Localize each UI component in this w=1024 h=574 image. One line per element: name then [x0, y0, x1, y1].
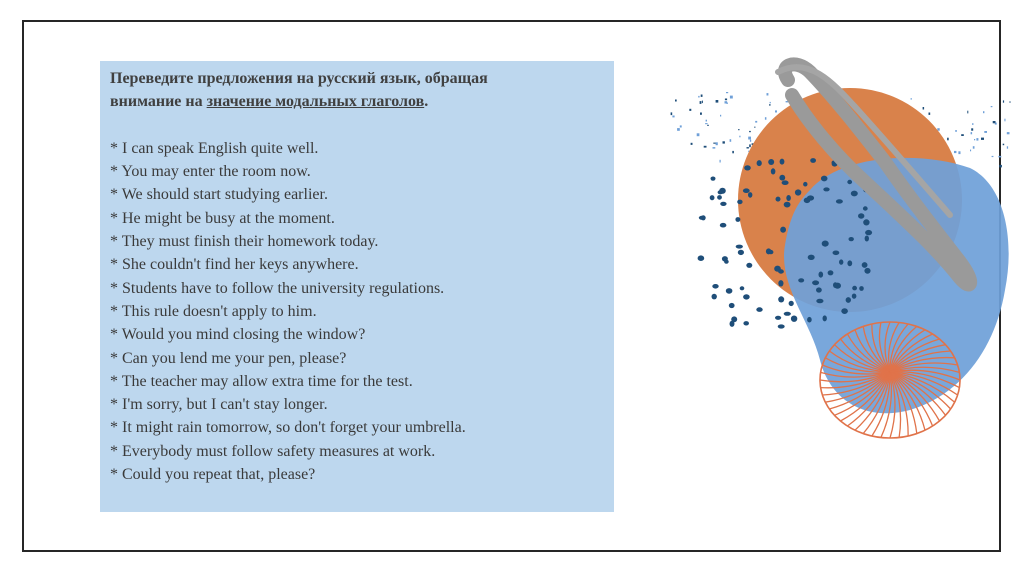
sentence-8: * This rule doesn't apply to him.: [110, 302, 317, 320]
instruction-line-2: [110, 90, 604, 113]
sentence-13: * It might rain tomorrow, so don't forget your umbrella.: [110, 419, 466, 437]
sentence-9: * Would you mind closing the window?: [110, 326, 366, 344]
sentence-12: * I'm sorry, but I can't stay longer.: [110, 396, 328, 414]
sentence-7: * Students have to follow the university regulations.: [110, 279, 445, 297]
instruction-line-1: Переведите предложения на русский язык, обращая: [110, 70, 488, 87]
instruction: [110, 67, 604, 114]
instruction-suffix: .: [424, 93, 429, 111]
sentence-10: * Can you lend me your pen, please?: [110, 349, 347, 367]
abstract-art-decoration: [660, 50, 1020, 480]
sentence-15: * Could you repeat that, please?: [110, 466, 316, 484]
text-panel: [100, 61, 614, 512]
sentence-4: * He might be busy at the moment.: [110, 209, 335, 227]
sentence-5: * They must finish their homework today.: [110, 233, 379, 251]
sentence-14: * Everybody must follow safety measures at work.: [110, 442, 436, 460]
sentence-11: * The teacher may allow extra time for the test.: [110, 372, 413, 390]
spacer: [110, 114, 604, 137]
sentence-1: * I can speak English quite well.: [110, 139, 319, 157]
instruction-prefix: внимание на: [110, 93, 207, 111]
sentence-3: * We should start studying earlier.: [110, 186, 328, 204]
sentence-6: * She couldn't find her keys anywhere.: [110, 256, 359, 274]
sentence-2: * You may enter the room now.: [110, 163, 311, 181]
instruction-underlined: значение модальных глаголов: [206, 93, 425, 111]
